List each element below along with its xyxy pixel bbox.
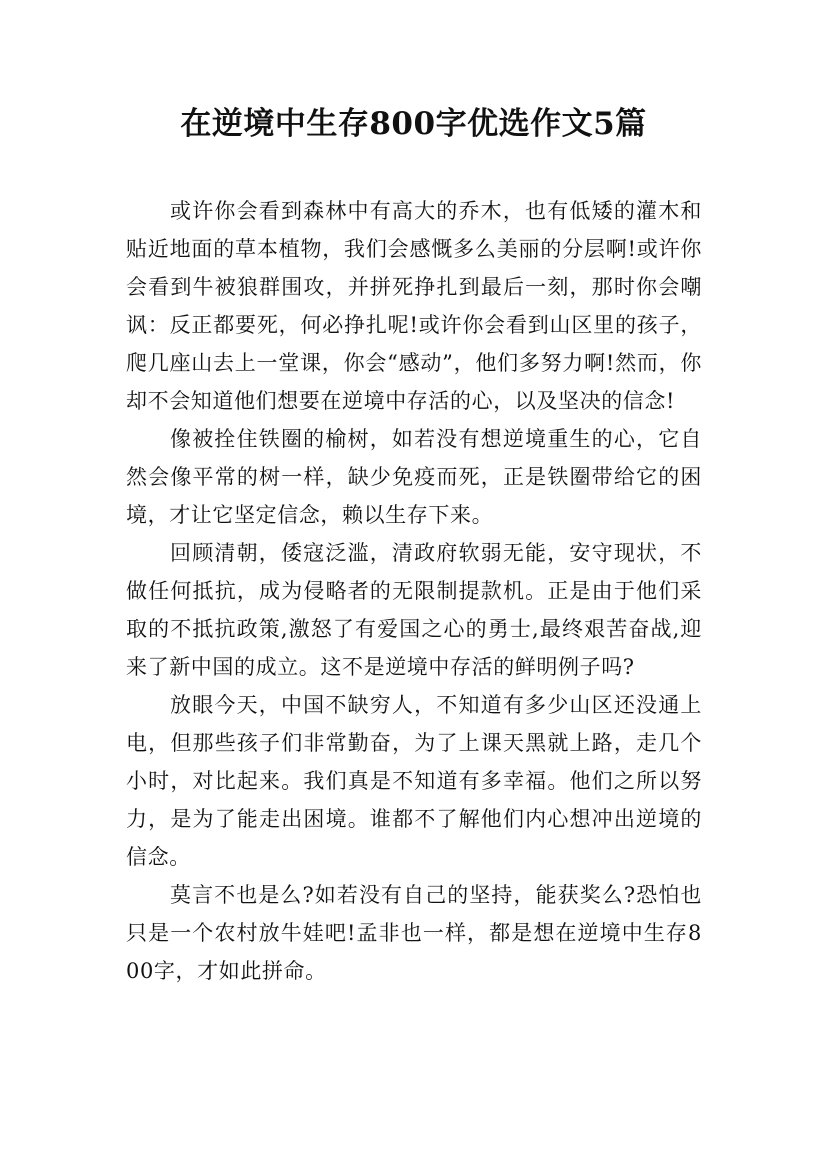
paragraph-4: 放眼今天，中国不缺穷人，不知道有多少山区还没通上电，但那些孩子们非常勤奋，为了上课天黑就上路，走几个小时，对比起来。我们真是不知道有多幸福。他们之所以努力，是为了能走出困境。谁都不了解他们内心想冲出逆境的信念。 [126,693,702,869]
paragraph-3: 回顾清朝，倭寇泛滥，清政府软弱无能，安守现状，不做任何抵抗，成为侵略者的无限制提款机。正是由于他们采取的不抵抗政策,激怒了有爱国之心的勇士,最终艰苦奋战,迎来了新中国的成立。这不是逆境中存活的鲜明例子吗? [126,541,702,679]
paragraph-1: 或许你会看到森林中有高大的乔木，也有低矮的灌木和贴近地面的草本植物，我们会感慨多么美丽的分层啊!或许你会看到牛被狼群围攻，并拼死挣扎到最后一刻，那时你会嘲讽：反正都要死，何必挣扎呢!或许你会看到山区里的孩子，爬几座山去上一堂课，你会“感动”，他们多努力啊!然而，你却不会知道他们想要在逆境中存活的心，以及坚决的信念! [126,199,702,413]
paragraph-5: 莫言不也是么?如若没有自己的坚持，能获奖么?恐怕也只是一个农村放牛娃吧!孟非也一样，都是想在逆境中生存800字，才如此拼命。 [126,883,702,983]
document-title: 在逆境中生存800字优选作文5篇 [180,106,647,142]
paragraph-2: 像被拴住铁圈的榆树，如若没有想逆境重生的心，它自然会像平常的树一样，缺少免疫而死，正是铁圈带给它的困境，才让它坚定信念，赖以生存下来。 [126,427,702,527]
document-body [126,192,702,990]
